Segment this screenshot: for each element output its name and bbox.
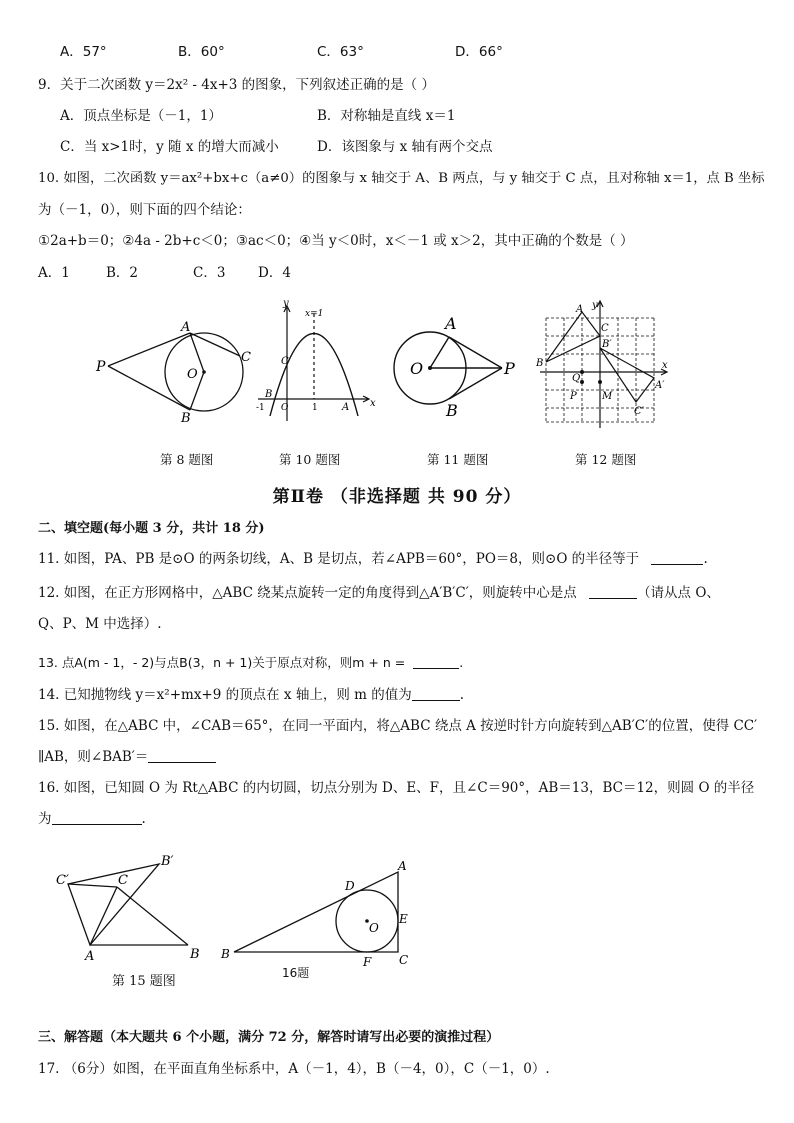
caption-fig10: 第 10 题图 [279, 452, 341, 467]
figure-q12 [540, 301, 667, 428]
fig16-label-d: D [345, 879, 355, 893]
fig11-label-a: A [445, 314, 457, 333]
q9-option-c: C．当 x>1时，y 随 x 的增大而减小 [60, 139, 279, 155]
fig15-label-cprime: C′ [56, 873, 69, 888]
figures-row [0, 296, 794, 436]
fig12-label-b: B [536, 358, 544, 369]
fig16-label-b: B [221, 947, 230, 961]
fig10-label-c: C [281, 356, 289, 367]
q10-line2: 为（－1，0），则下面的四个结论： [38, 202, 251, 218]
fig12-label-p: P [570, 391, 577, 402]
caption-fig12: 第 12 题图 [575, 452, 637, 467]
q13-answer-blank[interactable] [413, 655, 459, 669]
q14-line: 14. 已知抛物线 y＝x²+mx+9 的顶点在 x 轴上，则 m 的值为 . [38, 687, 464, 703]
figure-q15 [68, 864, 188, 945]
caption-fig15: 第 15 题图 [112, 974, 176, 989]
fig12-label-q: Q [572, 373, 581, 384]
q13-line: 13. 点A(m - 1，- 2)与点B(3，n + 1)关于原点对称，则m + n = . [38, 655, 464, 670]
q16-line2: 为 . [38, 811, 146, 827]
q11-text: 11. 如图，PA、PB 是⊙O 的两条切线，A、B 是切点，若∠APB＝60°，PO＝8，则⊙O 的半径等于 [38, 551, 640, 567]
caption-fig11: 第 11 题图 [427, 452, 489, 467]
fig12-label-a: A [576, 304, 584, 315]
fig10-label-x: x [370, 398, 376, 409]
figure-q8 [108, 333, 243, 411]
fig15-label-c: C [118, 873, 128, 888]
q15-answer-blank[interactable] [148, 749, 216, 763]
q17-line: 17. （6分）如图，在平面直角坐标系中，A（－1，4），B（－4，0），C（－1，0）. [38, 1061, 550, 1077]
q12-line2: Q、P、M 中选择）. [38, 616, 162, 632]
fig10-label-a: A [342, 402, 350, 413]
q15-text: ∥AB，则∠BAB′＝ [38, 749, 149, 765]
q16-answer-blank[interactable] [52, 811, 142, 825]
fig12-label-aprime: A′ [655, 380, 665, 391]
q11-answer-blank[interactable] [651, 551, 703, 565]
fig16-label-f: F [363, 955, 372, 969]
caption-fig16: 16题 [282, 966, 310, 980]
fig11-label-b: B [446, 401, 458, 420]
fig10-label-o: O [281, 403, 289, 413]
fig16-label-a: A [398, 859, 407, 873]
q14-text: 14. 已知抛物线 y＝x²+mx+9 的顶点在 x 轴上，则 m 的值为 [38, 687, 412, 703]
section2-title: 第Ⅱ卷 （非选择题 共 90 分） [272, 487, 522, 507]
fig12-label-y: y [592, 300, 598, 311]
q13-text: 13. 点A(m - 1，- 2)与点B(3，n + 1)关于原点对称，则m + n = [38, 655, 406, 670]
fig15-label-bprime: B′ [161, 854, 174, 869]
q9-option-b: B．对称轴是直线 x＝1 [317, 108, 456, 124]
q9-option-a: A．顶点坐标是（－1，1） [60, 108, 222, 124]
q10-option-b: B．2 [106, 265, 139, 281]
fig12-label-bprime: B′ [602, 339, 612, 350]
part2-header: 二、填空题(每小题 3 分，共计 18 分) [38, 521, 265, 536]
fig8-label-b: B [181, 411, 191, 426]
q8-option-a: A．57° [60, 44, 107, 60]
q12-line1 [38, 584, 720, 602]
fig15-label-b: B [190, 947, 200, 962]
q8-option-b: B．60° [178, 44, 225, 60]
q14-answer-blank[interactable] [412, 687, 460, 701]
q15-line2 [38, 748, 216, 766]
fig11-label-o: O [410, 359, 424, 378]
caption-fig8: 第 8 题图 [160, 452, 214, 467]
fig16-label-e: E [399, 912, 408, 926]
fig12-label-cprime: C′ [634, 406, 644, 417]
q8-option-d: D．66° [455, 44, 503, 60]
q10-line1: 10. 如图，二次函数 y＝ax²+bx+c（a≠0）的图象与 x 轴交于 A、B 两点，与 y 轴交于 C 点，且对称轴 x＝1，点 B 坐标 [38, 171, 765, 186]
q16-text: 为 [38, 811, 52, 827]
q10-line3: ①2a+b＝0；②4a - 2b+c＜0；③ac＜0；④当 y＜0时，x＜－1 或 x＞2，其中正确的个数是（ ） [38, 233, 634, 249]
fig8-label-c: C [241, 350, 251, 365]
part3-header: 三、解答题（本大题共 6 个小题，满分 72 分，解答时请写出必要的演推过程） [38, 1030, 500, 1045]
q12-text-b: （请从点 O、 [637, 585, 720, 601]
fig11-label-p: P [504, 359, 515, 378]
q9-option-d: D．该图象与 x 轴有两个交点 [317, 139, 493, 155]
q15-line1: 15. 如图，在△ABC 中，∠CAB＝65°，在同一平面内，将△ABC 绕点 A 按逆时针方向旋转到△AB′C′的位置，使得 CC′ [38, 718, 758, 734]
q8-option-c: C．63° [317, 44, 364, 60]
fig12-label-x: x [662, 360, 668, 371]
figure-q16 [234, 872, 398, 952]
fig15-label-a: A [85, 949, 95, 964]
fig16-label-o: O [369, 921, 379, 935]
fig8-label-a: A [181, 320, 191, 335]
fig10-label-y: y [283, 298, 289, 309]
fig10-label-1: 1 [312, 403, 318, 413]
fig10-label-neg1: -1 [256, 403, 265, 413]
fig10-label-x1: x=1 [305, 309, 324, 319]
q12-answer-blank[interactable] [589, 585, 637, 599]
q10-option-a: A．1 [38, 265, 70, 281]
figures-15-16 [0, 850, 794, 990]
fig8-label-p: P [96, 359, 106, 375]
fig10-label-b: B [265, 389, 273, 400]
fig16-label-c: C [399, 953, 409, 967]
q16-line1: 16. 如图，已知圆 O 为 Rt△ABC 的内切圆，切点分别为 D、E、F，且∠C＝90°，AB＝13，BC＝12，则圆 O 的半径 [38, 780, 755, 796]
q10-option-c: C．3 [193, 265, 226, 281]
q10-option-d: D．4 [258, 265, 291, 281]
fig12-label-c: C [601, 323, 609, 334]
q12-text-a: 12. 如图，在正方形网格中，△ABC 绕某点旋转一定的角度得到△A′B′C′，则旋转中心是点 [38, 585, 577, 601]
fig12-label-m: M [602, 391, 613, 402]
q9-stem: 9．关于二次函数 y＝2x² - 4x+3 的图象，下列叙述正确的是（ ） [38, 77, 435, 93]
fig8-label-o: O [187, 367, 198, 382]
q11-line: 11. 如图，PA、PB 是⊙O 的两条切线，A、B 是切点，若∠APB＝60°，PO＝8，则⊙O 的半径等于 . [38, 551, 708, 567]
